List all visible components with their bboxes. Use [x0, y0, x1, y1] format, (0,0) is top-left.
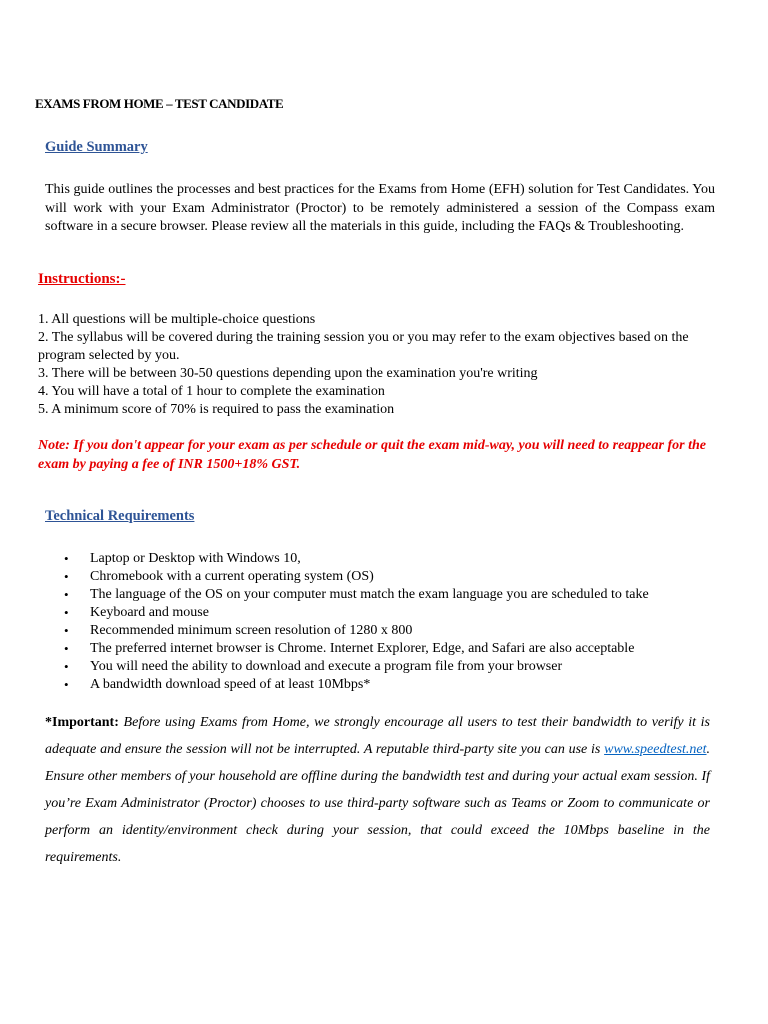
technical-requirements-heading: Technical Requirements — [45, 508, 195, 524]
requirement-text: Chromebook with a current operating system (OS) — [90, 569, 374, 584]
requirement-text: A bandwidth download speed of at least 10Mbps* — [90, 677, 371, 692]
instruction-item: 2. The syllabus will be covered during the training session you or you may refer to the exam objectives based on the program selected by you. — [38, 330, 689, 363]
bullet-icon: • — [64, 605, 69, 620]
bullet-icon: • — [64, 587, 69, 602]
bullet-icon: • — [64, 659, 69, 674]
exam-fee-note: Note: If you don't appear for your exam as per schedule or quit the exam mid-way, you will need to reappear for the exam by paying a fee of INR 1500+18% GST. — [38, 438, 706, 472]
important-text-continued: . Ensure other members of your household are offline during the bandwidth test and during your actual exam session. If you’re Exam Administrator (Proctor) chooses to use third-party software such as Teams or Zoom to communicate or perform an identity/environment check during your session, that could exceed the 10Mbps baseline in the requirements. — [45, 742, 711, 865]
bullet-icon: • — [64, 569, 69, 584]
instruction-item: 5. A minimum score of 70% is required to pass the examination — [38, 402, 395, 417]
instructions-list — [38, 311, 722, 419]
requirement-item — [64, 550, 724, 568]
requirement-item — [64, 604, 724, 622]
guide-summary-heading: Guide Summary — [45, 139, 148, 155]
instructions-heading: Instructions:- — [38, 271, 126, 287]
important-notice — [45, 709, 710, 871]
requirement-item — [64, 622, 724, 640]
requirement-item — [64, 658, 724, 676]
requirement-item — [64, 586, 724, 604]
requirement-text: Recommended minimum screen resolution of 1280 x 800 — [90, 623, 413, 638]
bullet-icon: • — [64, 551, 69, 566]
bullet-icon: • — [64, 623, 69, 638]
requirement-item — [64, 676, 724, 694]
requirement-text: You will need the ability to download and execute a program file from your browser — [90, 659, 563, 674]
requirement-text: Laptop or Desktop with Windows 10, — [90, 551, 301, 566]
speedtest-link[interactable]: www.speedtest.net — [604, 742, 707, 757]
bullet-icon: • — [64, 641, 69, 656]
requirement-item — [64, 640, 724, 658]
requirement-text: The language of the OS on your computer must match the exam language you are scheduled to take — [90, 587, 649, 602]
guide-summary-text: This guide outlines the processes and best practices for the Exams from Home (EFH) solution for Test Candidates. You will work with your Exam Administrator (Proctor) to be remotely administered a session of the Compass exam software in a secure browser. Please review all the materials in this guide, including the FAQs & Troubleshooting. — [45, 182, 715, 234]
document-title: EXAMS FROM HOME – TEST CANDIDATE — [35, 96, 284, 111]
requirement-item — [64, 568, 724, 586]
instruction-item: 3. There will be between 30-50 questions depending upon the examination you're writing — [38, 366, 538, 381]
technical-requirements-list — [64, 550, 724, 694]
instruction-item: 4. You will have a total of 1 hour to complete the examination — [38, 384, 385, 399]
important-text: Before using Exams from Home, we strongly encourage all users to test their bandwidth to verify it is adequate and ensure the session will not be interrupted. A reputable third-party site you can use is — [45, 715, 710, 757]
instruction-item: 1. All questions will be multiple-choice questions — [38, 312, 316, 327]
requirement-text: Keyboard and mouse — [90, 605, 209, 620]
important-label: *Important: — [45, 715, 119, 730]
bullet-icon: • — [64, 677, 69, 692]
requirement-text: The preferred internet browser is Chrome. Internet Explorer, Edge, and Safari are also acceptable — [90, 641, 635, 656]
